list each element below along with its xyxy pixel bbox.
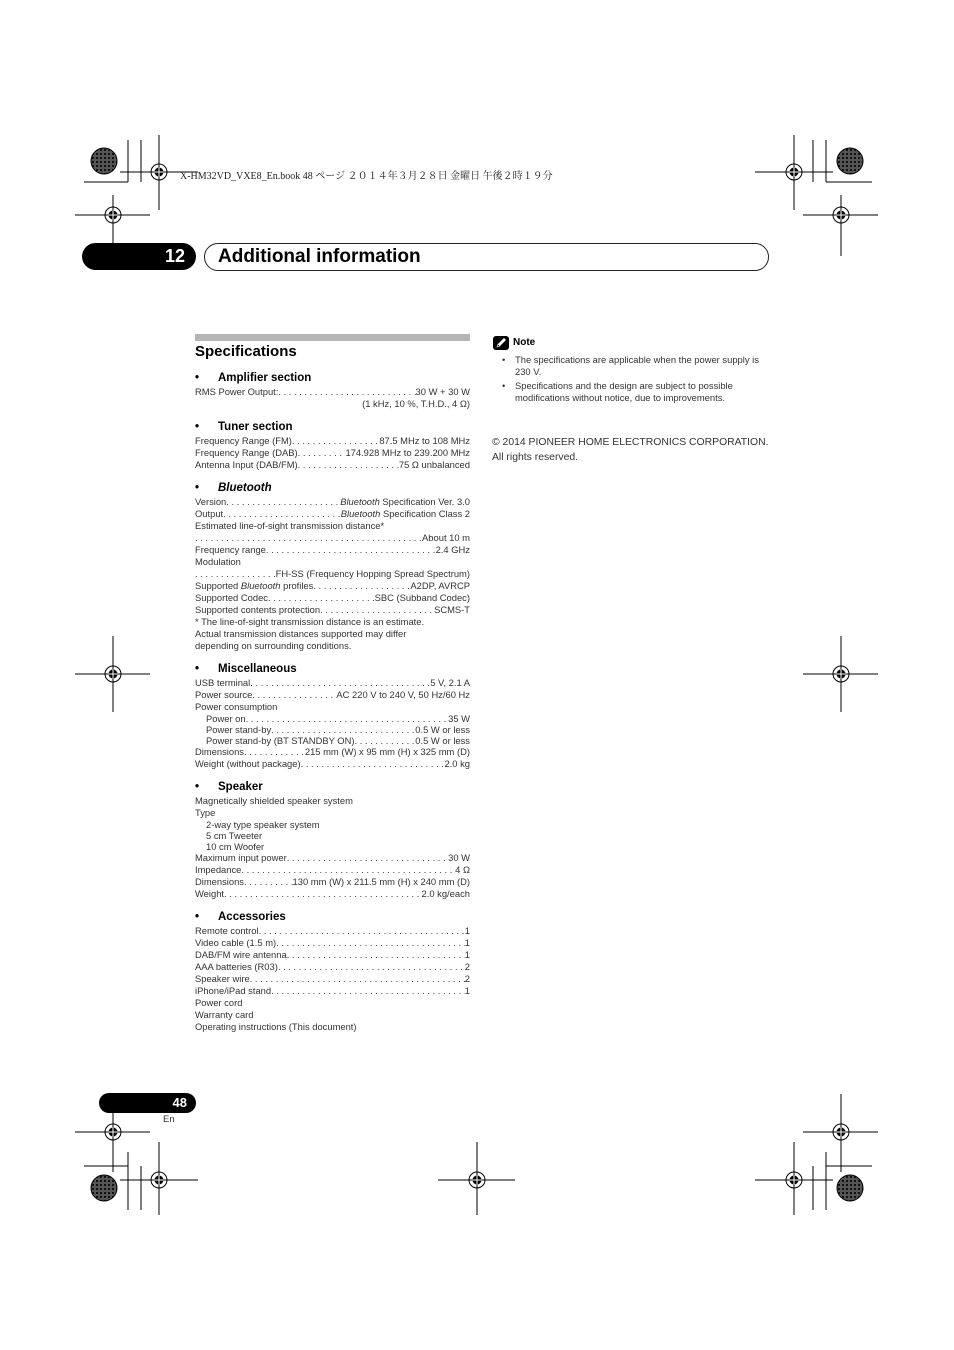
spec-row: Power stand-by . . . 0.5 W or less (195, 724, 470, 735)
note-pencil-icon (493, 336, 509, 350)
spec-row: iPhone/iPad stand . . . 1 (195, 985, 470, 997)
spec-row: Speaker wire . . . 2 (195, 973, 470, 985)
spec-row: Maximum input power . . . 30 W (195, 852, 470, 864)
speaker-section (195, 780, 470, 900)
note-item: • The specifications are applicable when the power supply is 230 V. (502, 354, 759, 377)
section-heading: • Miscellaneous (195, 663, 297, 675)
spec-label: Estimated line-of-sight transmission distance* (195, 520, 385, 531)
spec-label: 10 cm Woofer (206, 841, 265, 852)
spec-row: AAA batteries (R03) . . . 2 (195, 961, 470, 973)
note-list (502, 354, 772, 406)
spec-row: Dimensions . . . 215 mm (W) x 95 mm (H) x 325 mm (D) (195, 746, 470, 758)
star-target-icon (91, 148, 117, 174)
spec-condition: (1 kHz, 10 %, T.H.D., 4 Ω) (362, 398, 470, 409)
bluetooth-section (195, 481, 470, 652)
footnote: * The line-of-sight transmission distance is an estimate. (195, 616, 425, 627)
star-target-icon (837, 148, 863, 174)
spec-row: Supported Codec . . . SBC (Subband Codec) (195, 592, 470, 604)
spec-row: Version . . . Bluetooth Specification Ver. 3.0 (195, 496, 470, 508)
spec-row: . . . FH-SS (Frequency Hopping Spread Spectrum) (195, 568, 470, 580)
spec-label: Magnetically shielded speaker system (195, 795, 353, 806)
page-language: En (163, 1114, 175, 1125)
spec-row: Frequency range . . . 2.4 GHz (195, 544, 470, 556)
copyright: © 2014 PIONEER HOME ELECTRONICS CORPORATION. All rights reserved. (492, 437, 769, 463)
spec-row: Video cable (1.5 m) . . . 1 (195, 937, 470, 949)
tuner-section (195, 420, 470, 471)
footnote: Actual transmission distances supported may differ (195, 628, 407, 639)
spec-row: Power source . . . AC 220 V to 240 V, 50 Hz/60 Hz (195, 689, 470, 701)
spec-row: Output . . . Bluetooth Specification Class 2 (195, 508, 470, 520)
specifications-title: Specifications (195, 343, 297, 360)
spec-label: 2-way type speaker system (206, 819, 320, 830)
spec-row: Frequency Range (FM) . . . 87.5 MHz to 108 MHz (195, 435, 470, 447)
miscellaneous-section (195, 662, 470, 770)
specifications-list (195, 371, 470, 1033)
section-heading: • Tuner section (195, 421, 293, 433)
spec-label: Type (195, 807, 216, 818)
chapter-title: Additional information (218, 246, 421, 267)
note-label: Note (513, 337, 536, 348)
spec-row: Antenna Input (DAB/FM) . . . 75 Ω unbalanced (195, 459, 470, 471)
star-target-icon (91, 1175, 117, 1201)
section-heading: • Speaker (195, 781, 263, 793)
section-heading: • Bluetooth (195, 482, 272, 494)
accessories-section (195, 910, 470, 1033)
spec-row: DAB/FM wire antenna . . . 1 (195, 949, 470, 961)
star-target-icon (837, 1175, 863, 1201)
spec-row: Supported Bluetooth profiles . . . A2DP, AVRCP (195, 580, 470, 592)
spec-label: Warranty card (195, 1009, 254, 1020)
spec-row: Supported contents protection . . . SCMS-T (195, 604, 470, 616)
spec-row: Power on . . . 35 W (195, 713, 470, 724)
footnote: depending on surrounding conditions. (195, 640, 352, 651)
spec-row: Frequency Range (DAB) . . . 174.928 MHz to 239.200 MHz (195, 447, 470, 459)
spec-label: Power cord (195, 997, 243, 1008)
section-rule (195, 334, 470, 341)
spec-row: Impedance . . . 4 Ω (195, 864, 470, 876)
page-number: 48 (172, 1095, 187, 1110)
spec-label: 5 cm Tweeter (206, 830, 263, 841)
amplifier-section (195, 371, 470, 410)
spec-label: Operating instructions (This document) (195, 1021, 357, 1032)
section-heading: • Amplifier section (195, 372, 312, 384)
spec-label: Modulation (195, 556, 241, 567)
spec-row: Power stand-by (BT STANDBY ON) . . . 0.5 W or less (195, 735, 470, 746)
print-header: X-HM32VD_VXE8_En.book 48 ページ ２０１４年３月２８日 金曜日 午後２時１９分 (180, 171, 553, 182)
section-heading: • Accessories (195, 911, 286, 923)
spec-label: Power consumption (195, 701, 278, 712)
spec-row: USB terminal . . . 5 V, 2.1 A (195, 677, 470, 689)
note-item: • Specifications and the design are subject to possible modifications without notice, due to improvements. (502, 380, 733, 403)
spec-row: Remote control . . . 1 (195, 925, 470, 937)
spec-row: Weight . . . 2.0 kg/each (195, 888, 470, 900)
spec-row: RMS Power Output: . . . 30 W + 30 W (195, 386, 470, 398)
spec-row: Dimensions . . . 130 mm (W) x 211.5 mm (H) x 240 mm (D) (195, 876, 470, 888)
chapter-number: 12 (164, 246, 186, 266)
spec-row: . . . About 10 m (195, 532, 470, 544)
spec-row: Weight (without package) . . . 2.0 kg (195, 758, 470, 770)
